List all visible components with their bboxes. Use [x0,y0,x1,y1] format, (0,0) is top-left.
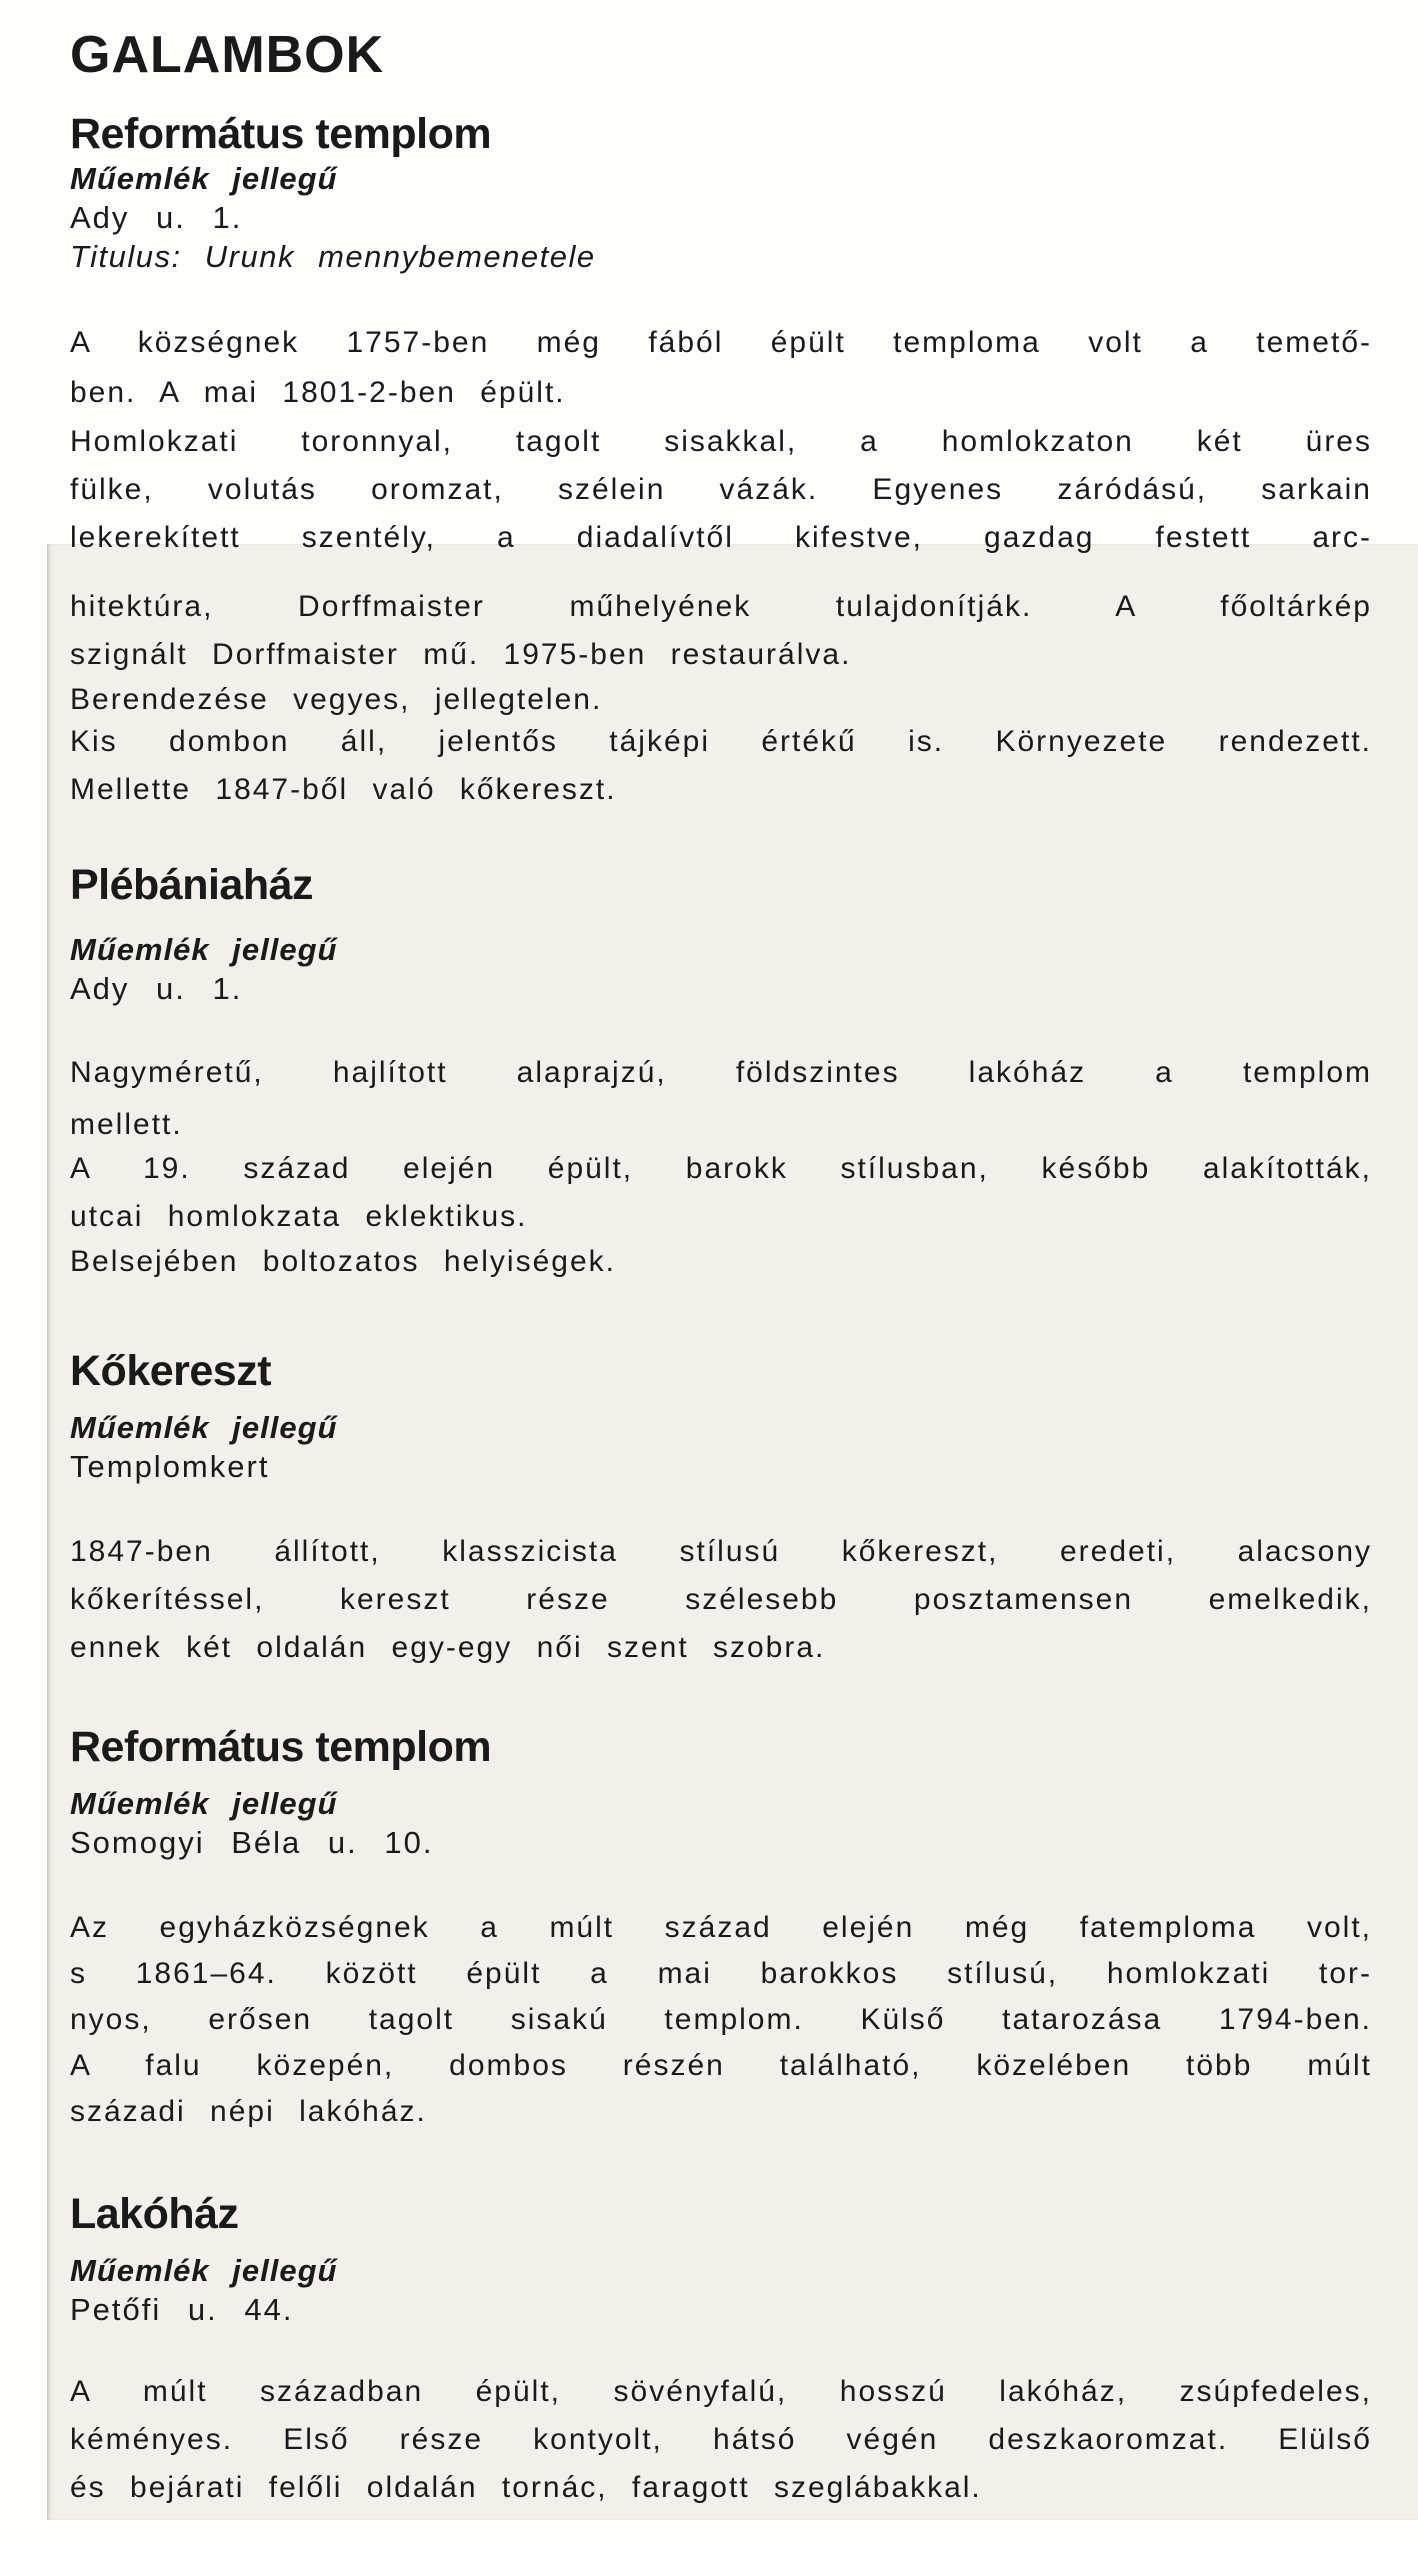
address-line: Petőfi u. 44. [70,2292,294,2327]
body-line: hitektúra, Dorffmaister műhelyének tulajdonítják. A főoltárkép [70,590,1372,623]
body-line: A községnek 1757-ben még fából épült temploma volt a temető- [70,326,1372,359]
titulus-line: Titulus: Urunk mennybemenetele [70,239,596,274]
body-line: 1847-ben állított, klasszicista stílusú kőkereszt, eredeti, alacsony [70,1535,1372,1568]
body-line: Mellette 1847-ből való kőkereszt. [70,773,617,806]
entry-meta [70,1408,337,1486]
designation-line: Műemlék jellegű [70,1786,338,1821]
entry-heading: Református templom [70,1723,492,1771]
entry-heading: Kőkereszt [70,1347,272,1395]
paragraph [70,318,1372,418]
paragraph [70,1238,1372,1286]
body-line: Az egyházközségnek a múlt század elején még fatemploma volt, [70,1911,1372,1944]
paragraph [70,766,1372,814]
entry-heading: Református templom [70,110,492,158]
body-line: Berendezése vegyes, jellegtelen. [70,683,603,716]
body-line: Homlokzati toronnyal, tagolt sisakkal, a homlokzaton két üres [70,425,1372,458]
body-line: ben. A mai 1801-2-ben épült. [70,376,566,409]
entry-meta [70,1784,433,1862]
entry-meta [70,930,337,1008]
body-line: kéményes. Első része kontyolt, hátsó végén deszkaoromzat. Elülső [70,2423,1372,2456]
body-line: A falu közepén, dombos részén található, közelében több múlt [70,2049,1372,2082]
body-line: A múlt században épült, sövényfalú, hosszú lakóház, zsúpfedeles, [70,2375,1372,2408]
body-line: A 19. század elején épült, barokk stílusban, később alakították, [70,1152,1372,1185]
entry-meta [70,2251,337,2329]
body-line: és bejárati felőli oldalán tornác, faragott szeglábakkal. [70,2471,982,2504]
designation-line: Műemlék jellegű [70,2253,338,2288]
paragraph [70,418,1372,562]
body-line: kőkerítéssel, kereszt része szélesebb posztamensen emelkedik, [70,1583,1372,1616]
body-line: lekerekített szentély, a diadalívtől kifestve, gazdag festett arc- [70,521,1372,554]
body-line: mellett. [70,1108,183,1141]
paragraph [70,1528,1372,1672]
body-line: Kis dombon áll, jelentős tájképi értékű is. Környezete rendezett. [70,725,1372,758]
address-line: Templomkert [70,1449,270,1484]
body-line: nyos, erősen tagolt sisakú templom. Külső tatarozása 1794-ben. [70,2003,1372,2036]
body-line: századi népi lakóház. [70,2095,427,2128]
entry-heading: Lakóház [70,2190,239,2238]
body-line: Nagyméretű, hajlított alaprajzú, földszintes lakóház a templom [70,1056,1372,1089]
body-line: utcai homlokzata eklektikus. [70,1200,528,1233]
designation-line: Műemlék jellegű [70,161,338,196]
body-line: fülke, volutás oromzat, szélein vázák. Egyenes záródású, sarkain [70,473,1372,506]
body-line: ennek két oldalán egy-egy női szent szobra. [70,1631,826,1664]
paragraph [70,583,1372,679]
page-title: GALAMBOK [70,26,385,84]
address-line: Ady u. 1. [70,200,243,235]
address-line: Ady u. 1. [70,971,243,1006]
paragraph [70,718,1372,766]
paragraph [70,1145,1372,1241]
paragraph [70,2368,1372,2512]
paragraph [70,1905,1372,2135]
paragraph [70,676,1372,724]
body-line: szignált Dorffmaister mű. 1975-ben restaurálva. [70,638,852,671]
designation-line: Műemlék jellegű [70,932,338,967]
body-line: s 1861–64. között épült a mai barokkos stílusú, homlokzati tor- [70,1957,1372,1990]
entry-meta [70,159,596,276]
paragraph [70,1047,1372,1151]
address-line: Somogyi Béla u. 10. [70,1825,434,1860]
body-line: Belsejében boltozatos helyiségek. [70,1245,616,1278]
designation-line: Műemlék jellegű [70,1410,338,1445]
entry-heading: Plébániaház [70,861,314,909]
